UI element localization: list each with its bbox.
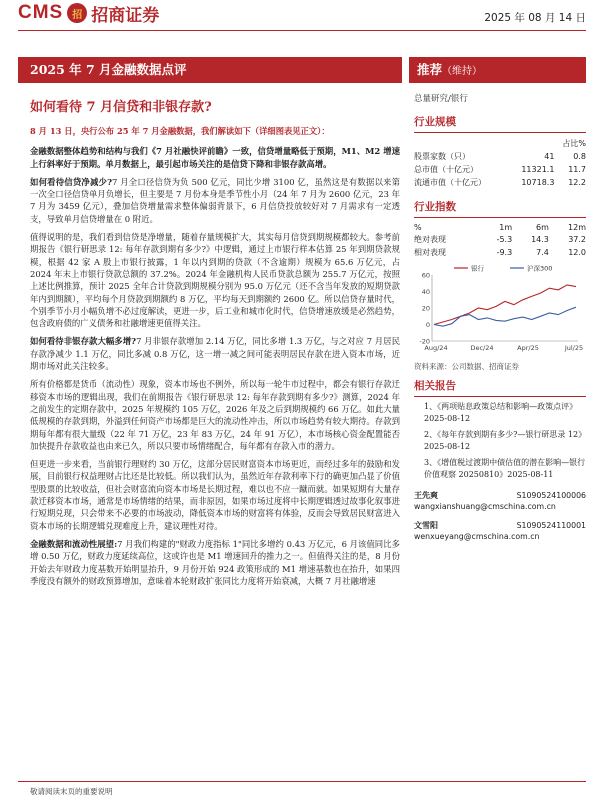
related-report-link[interactable]: 2、《每年存款到期有多少?—银行研思录 12》2025-08-12	[424, 430, 583, 451]
x-tick-label: Jul/25	[564, 344, 584, 352]
rating-banner	[409, 57, 586, 83]
scale-pct: 12.2	[568, 178, 586, 187]
legend-label: 银行	[471, 264, 484, 273]
x-tick-label: Aug/24	[424, 344, 448, 352]
related-report-link[interactable]: 3、《增值税过渡期中债估值的潜在影响—银行价值观察 20250810》2025-08-11	[424, 458, 586, 479]
legend-label: 沪深300	[527, 264, 553, 273]
report-title-banner: 2025 年 7 月金融数据点评	[18, 57, 402, 83]
index-col-header: 1m	[499, 223, 513, 232]
scale-table	[414, 137, 586, 189]
index-label: 绝对表现	[414, 235, 446, 244]
sidebar	[414, 92, 586, 542]
body-paragraph	[30, 145, 400, 170]
body-paragraph	[30, 538, 400, 587]
paragraph-text: 但更进一步来看，当前银行理财约 30 万亿，这部分居民财富资本市场更近，而经过多年的鼓励和发展，目前银行权益理财占比还是比较低。所以我们认为，虽然近年存款利率下行的确更加凸显了价值型股票的比较收益，但社会财富流向资本市场是长期过程，难以也不应一蹴而就。如果短期有大量存款迁移资本市场，通常是市场情绪的结果，而非原因，如果市场过度将中长期逻辑透过故事化叙事进行短期兑现，只会带来不必要的市场波动，降低资本市场的财富将有体验，反而会导致居民财富进入资本市场的长期逻辑兑现难度上升，建议理性对待。	[30, 459, 400, 531]
scale-label: 股票家数（只）	[414, 152, 470, 161]
index-value: 7.4	[536, 248, 549, 257]
intro-line: 8 月 13 日，央行公布 25 年 7 月金融数据，我们解读如下（详细图表见正文）：	[30, 126, 330, 136]
body-paragraph	[30, 176, 400, 225]
chart-source: 资料来源：公司数据、招商证券	[414, 362, 519, 371]
paragraph-list	[30, 145, 400, 587]
author-name: 王先爽	[414, 490, 438, 500]
company-logo	[18, 0, 159, 26]
scale-label: 流通市值（十亿元）	[414, 178, 486, 187]
series-line-bank	[434, 285, 576, 325]
y-tick-label: 0	[425, 321, 430, 329]
y-tick-label: -20	[419, 337, 430, 346]
scale-col-header: 占比%	[562, 139, 586, 148]
index-value: 14.3	[531, 235, 549, 244]
paragraph-lead: 金融数据和流动性展望:	[30, 538, 118, 549]
author-block	[414, 490, 586, 542]
report-subtitle: 如何看待 7 月信贷和非银存款?	[30, 100, 212, 115]
scale-row	[414, 163, 586, 176]
related-list	[414, 401, 586, 480]
scale-heading: 行业规模	[414, 114, 586, 133]
index-heading: 行业指数	[414, 199, 586, 218]
paragraph-text: 7 月非银存款增加 2.14 万亿，同比多增 1.3 万亿，与之对应 7 月居民存款净减少 1.1 万亿，同比多减 0.8 万亿，这一增一减之间可能表明居民存款在进入资本市场，近期市场对此关注较多。	[30, 336, 400, 372]
scale-row	[414, 150, 586, 163]
main-body	[30, 125, 400, 780]
index-value: -9.3	[496, 248, 513, 257]
index-value: 12.0	[568, 248, 586, 257]
index-chart-svg	[414, 261, 586, 359]
index-value: -5.3	[496, 235, 513, 244]
author-email[interactable]: wangxianshuang@cmschina.com.cn	[414, 502, 556, 511]
report-date: 2025 年 08 月 14 日	[484, 12, 586, 24]
scale-pct: 0.8	[573, 152, 586, 161]
index-col-header: 6m	[536, 223, 549, 232]
scale-value: 41	[544, 152, 555, 161]
y-tick-label: 40	[421, 288, 430, 296]
index-row	[414, 246, 586, 259]
scale-value: 11321.1	[521, 165, 555, 174]
paragraph-text: 所有价格都是货币（流动性）现象，资本市场也不例外，所以每一轮牛市过程中，都会有银行存款迁移资本市场的逻辑出现，我们在前期报告《银行研思录 12: 每年存款到期有多少?》测算，2024 年之前发生的定期存款中，2025 年规模约 105 万亿，2026 年及之后到期规模约 66 万亿。如此大量低规模的存款到期，外溢到任何资产市场都是巨大的流动性冲击，所以市场趋势有较大期待。存款到期每年都有很大量级（22 年 71 万亿，23 年 83 万亿，24 年 91 万亿），本市场核心资金配置能否加快提升存款收益也由来已久，所以只要市场情绪配合，每年都有存款入市的潜力。	[30, 379, 400, 451]
rating-label: 推荐	[417, 62, 443, 77]
y-tick-label: 20	[421, 304, 430, 313]
footer-note: 敬请阅读末页的重要说明	[30, 787, 113, 796]
author-license: S1090524110001	[516, 521, 586, 530]
index-label: 相对表现	[414, 248, 446, 257]
scale-pct: 11.7	[568, 165, 586, 174]
related-heading: 相关报告	[414, 378, 586, 397]
industry-label: 总量研究/银行	[414, 94, 468, 104]
scale-value: 10718.3	[521, 178, 555, 187]
logo-chinese: 招商证券	[91, 5, 160, 26]
index-col-header: 12m	[568, 223, 586, 232]
index-col-header: %	[414, 223, 422, 232]
body-paragraph	[30, 335, 400, 372]
rating-sub: （维持）	[442, 66, 483, 77]
logo-latin: CMS	[18, 2, 64, 23]
related-report-link[interactable]: 1、《两项贴息政策总结和影响—政策点评》2025-08-12	[424, 402, 578, 423]
paragraph-lead: 金融数据整体趋势和结构与我们《7 月社融快评前瞻》一致，信贷增量略低于预期，M1、M2 增速上行斜率好于预期。单月数据上，最引起市场关注的是信贷下降和非银存款高增。	[30, 146, 400, 169]
body-paragraph	[30, 458, 400, 532]
logo-emblem-icon: 招	[67, 3, 87, 23]
body-paragraph	[30, 231, 400, 329]
scale-row	[414, 176, 586, 189]
footer-divider	[18, 781, 586, 782]
index-value: 37.2	[568, 235, 586, 244]
series-line-csi300	[434, 307, 576, 326]
paragraph-text: 值得说明的是，我们看到信贷是净增量，随着存量规模扩大，其实每月信贷到期规模都较大。参考前期报告《银行研思录 12: 每年存款到期有多少?》中逻辑，通过上市银行样本估算 25 年到期贷款规模，根据 42 家 A 股上市银行披露，1 年以内到期的贷款（不含逾期）规模为 65.6 万亿元，占 2024 年末上市银行贷款总额的 37.2%。2024 年金融机构人民币贷款总额为 255.7 万亿元，按照上述比例推算，预计 2025 全年合计贷款到期规模分别为 95.0 万亿元（还不含当年发放的短期贷款年内到期额），平均每个月贷款到期额约 8 万亿，平均每天到期额约 2600 亿。所以信贷存量时代，个别季节小月小幅负增不必过度解读，更进一步，后工业和城市化时代，信贷增速放缓是必然趋势，包含政府债的广义债务和社融增速更值得关注。	[30, 232, 400, 329]
scale-label: 总市值（十亿元）	[414, 165, 478, 174]
index-table	[414, 222, 586, 259]
paragraph-lead: 如何看待非银存款大幅多增?	[30, 336, 137, 347]
author-row	[414, 520, 586, 531]
paragraph-text: 7 月我们构建的"财政力度指标 1"同比多增约 0.43 万亿元，6 月该值同比多增 0.50 万亿，财政力度延续高位，这或许也是 M1 增速回升的推力之一。但值得关注的是，8 月份开始去年财政力度基数开始明显抬升，9 月份开始 924 政策形成的 M1 增速基数也在抬升，如果四季度没有额外的财政预算增加，意味着本轮财政扩张同比力度将开始衰减，大概 7 月社融增速	[30, 538, 400, 586]
x-tick-label: Apr/25	[517, 344, 539, 352]
index-row	[414, 233, 586, 246]
author-name: 文雪阳	[414, 520, 438, 530]
paragraph-lead: 如何看待信贷净减少?	[30, 176, 113, 187]
author-row	[414, 490, 586, 501]
x-tick-label: Dec/24	[470, 344, 494, 352]
y-tick-label: 60	[421, 271, 430, 280]
author-license: S1090524100006	[516, 491, 586, 500]
index-chart	[414, 261, 586, 359]
paragraph-text: 7 月全口径信贷为负 500 亿元，同比少增 3100 亿，虽然这是有数据以来第一次全口径信贷单月负增长，但主要是 7 月份本身是季节性小月（24 年 7 月为 2600 亿元，23 年 7 月为 3459 亿元），叠加信贷增量需求整体偏弱背景下，6 月信贷投放较好对 7 月需求有一定透支，导致单月信贷增量在 0 附近。	[30, 176, 400, 224]
body-paragraph	[30, 378, 400, 452]
header-divider	[18, 30, 586, 31]
author-email[interactable]: wenxueyang@cmschina.com.cn	[414, 532, 540, 541]
